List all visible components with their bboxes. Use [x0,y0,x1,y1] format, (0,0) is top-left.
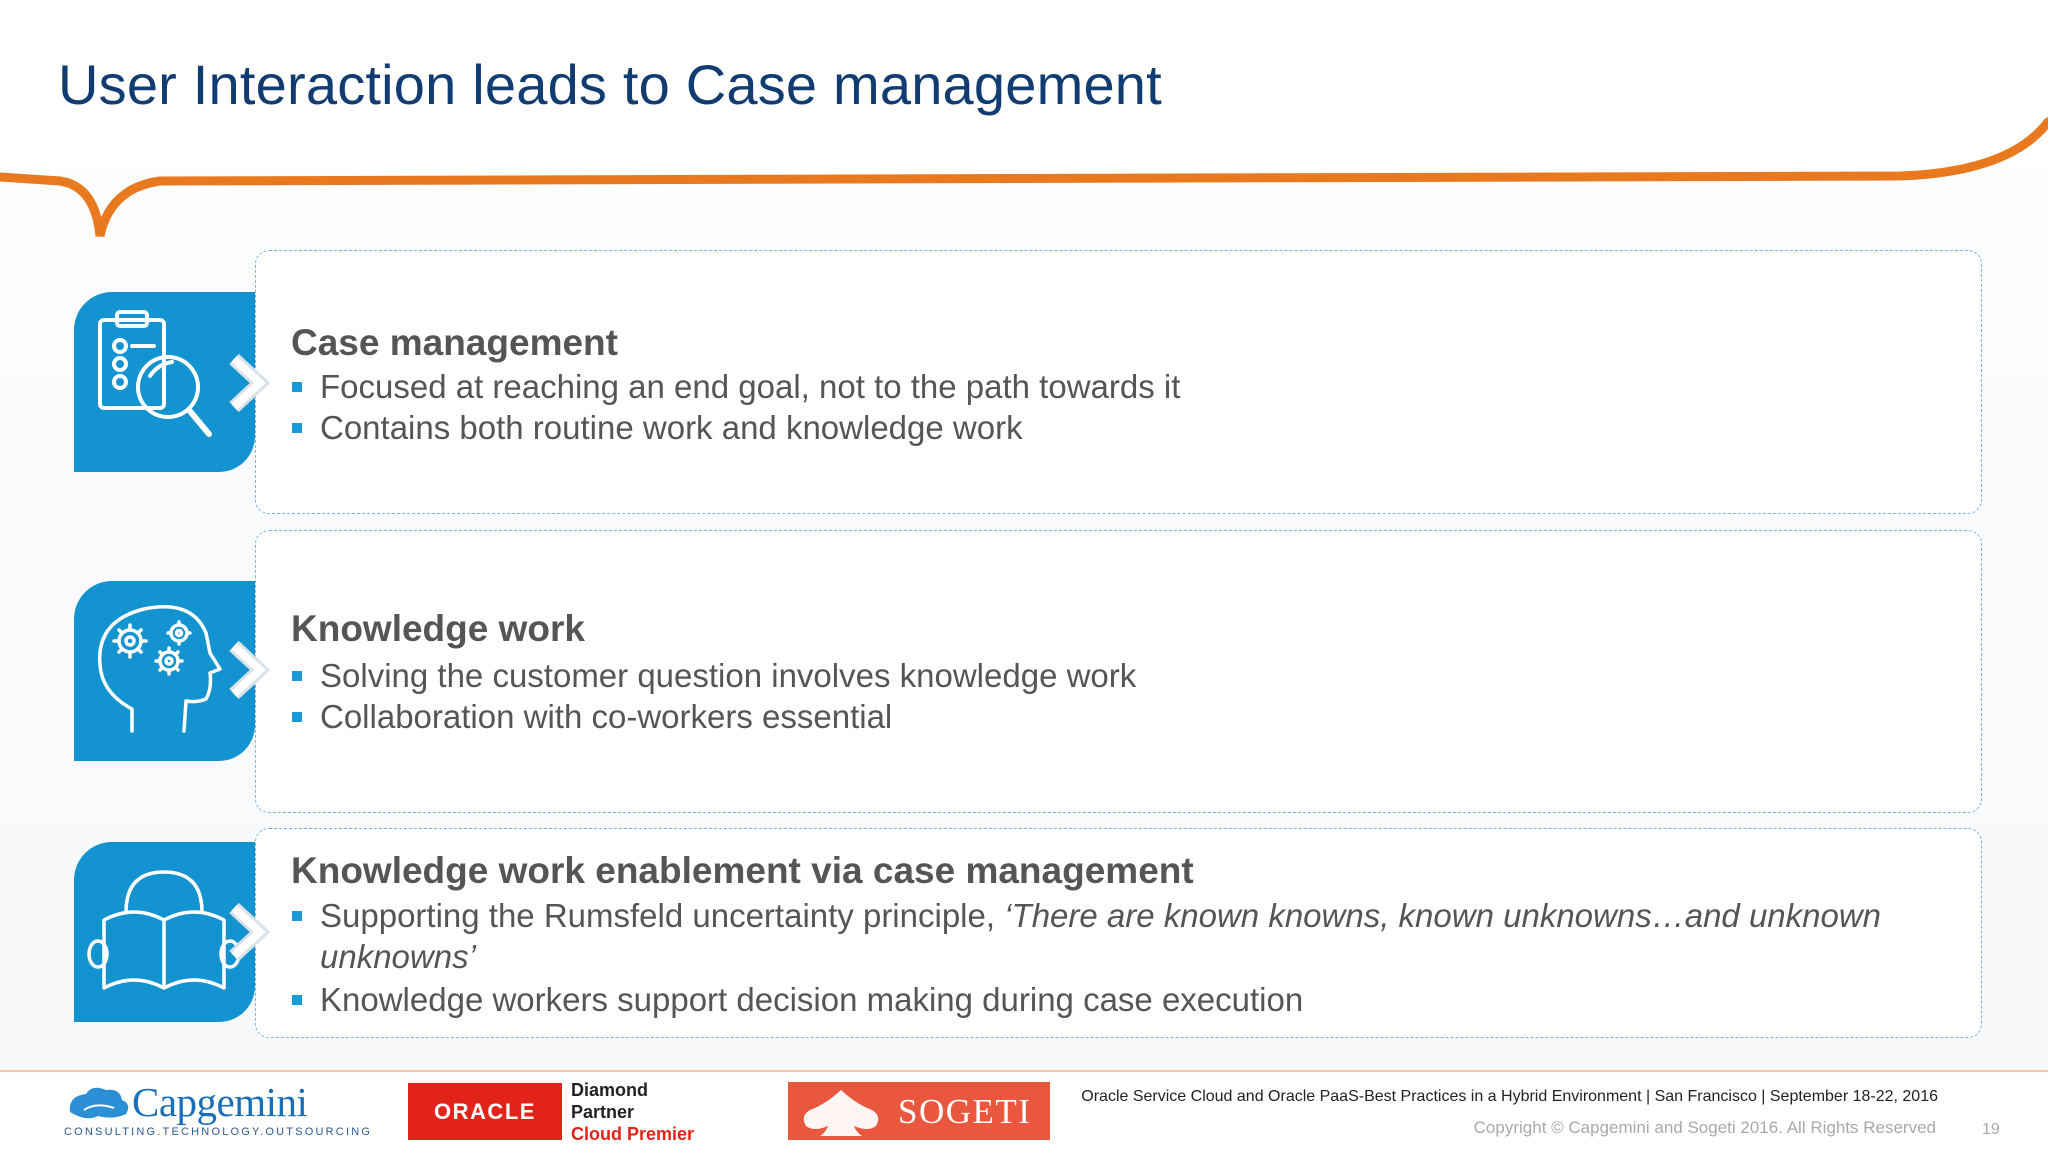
oracle-partner-line2: Partner [571,1102,635,1122]
capgemini-logo [64,1079,373,1142]
capgemini-tagline: CONSULTING.TECHNOLOGY.OUTSOURCING [64,1126,373,1138]
bullet-item: Focused at reaching an end goal, not to the path towards it [291,366,1180,407]
card-title-knowledge-enablement: Knowledge work enablement via case management [291,850,1194,891]
orange-swoosh-divider [0,0,2048,250]
capgemini-spade-icon [64,1082,134,1126]
card-title-case-management: Case management [291,322,618,363]
page-number: 19 [1982,1121,2000,1138]
slide-title: User Interaction leads to Case management [58,53,1162,116]
bullet-item: Collaboration with co-workers essential [291,696,1136,737]
oracle-partner-logo [408,1080,708,1144]
oracle-partner-text [571,1079,694,1145]
oracle-partner-line3: Cloud Premier [571,1124,695,1144]
bullet-list [291,895,1961,1022]
capgemini-name: Capgemini [132,1079,308,1125]
card-title-knowledge-work: Knowledge work [291,608,585,649]
bullet-item: Contains both routine work and knowledge work [291,407,1180,448]
bullet-text: Supporting the Rumsfeld uncertainty principle, [320,897,1005,934]
rumsfeld-quote: ‘There are known knowns, known unknowns…and unknown unknowns’ [320,897,1882,975]
bullet-list [291,366,1180,448]
bullet-item-rumsfeld [291,895,1961,977]
oracle-wordmark: ORACLE [408,1083,562,1140]
chevron-right-icon [226,640,288,700]
footer-divider [0,1070,2048,1072]
chevron-right-icon [226,902,288,962]
bullet-item: Solving the customer question involves knowledge work [291,655,1136,696]
bullet-list [291,655,1136,737]
bullet-item: Knowledge workers support decision making during case execution [291,979,1961,1020]
sogeti-name: SOGETI [898,1092,1032,1131]
oracle-partner-line1: Diamond [571,1080,649,1100]
chevron-right-icon [226,353,288,413]
sogeti-logo [788,1082,1050,1140]
sogeti-spade-icon [796,1084,886,1138]
event-info: Oracle Service Cloud and Oracle PaaS-Best Practices in a Hybrid Environment | San Francisco | September 18-22, 2016 [1081,1088,1938,1105]
copyright-text: Copyright © Capgemini and Sogeti 2016. All Rights Reserved [1473,1118,1936,1137]
